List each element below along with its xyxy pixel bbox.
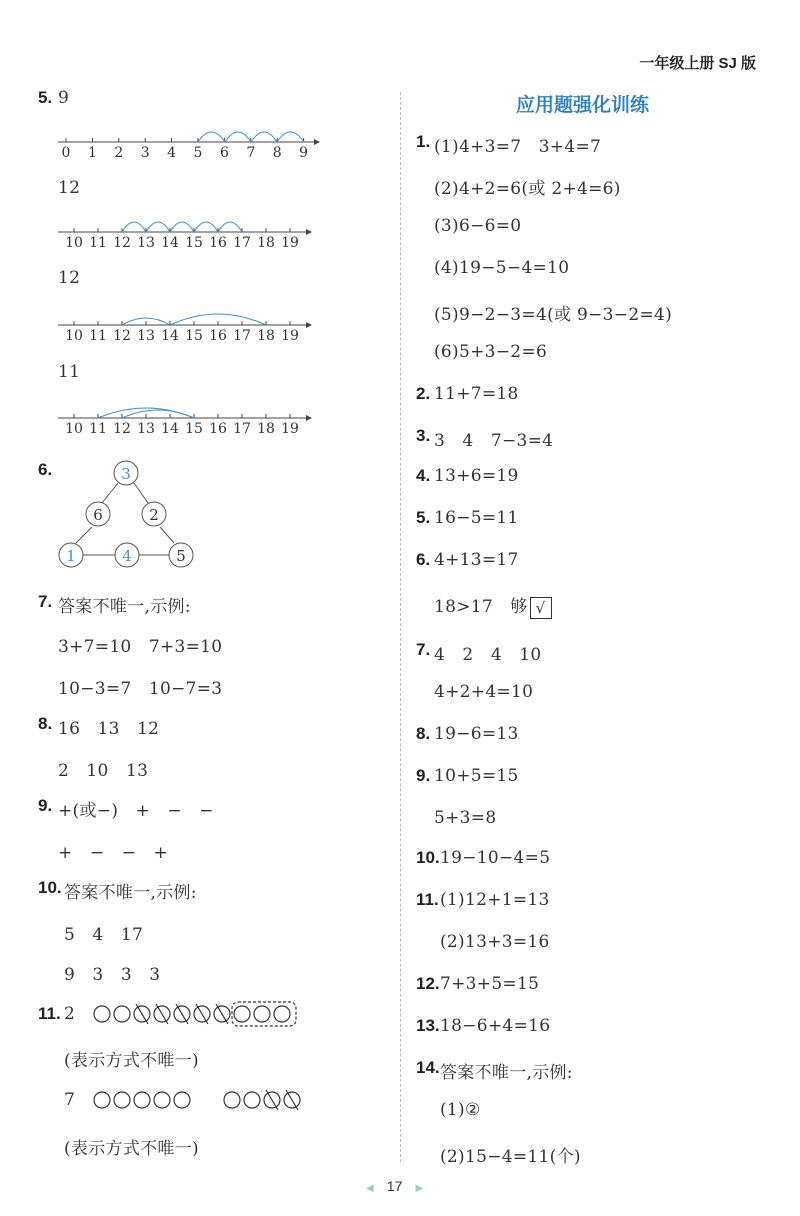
r14-text: 答案不唯一,示例: — [440, 1063, 573, 1083]
q10-line-1: 5 4 17 — [64, 925, 144, 945]
number-line-10-19-b — [52, 305, 322, 345]
r11-line-2: (2)13+3=16 — [440, 932, 550, 952]
r1-line-5: (5)9−2−3=4(或 9−3−2=4) — [434, 305, 673, 325]
r10-text: 19−10−4=5 — [440, 848, 551, 868]
tick-label: 18 — [257, 235, 275, 251]
tick-label: 1 — [87, 145, 97, 161]
r1-line-3: (3)6−6=0 — [434, 216, 522, 236]
r1-line-2: (2)4+2=6(或 2+4=6) — [434, 179, 621, 199]
q8-number: 8. — [38, 714, 53, 733]
r1-number: 1. — [416, 132, 431, 151]
tick-label: 12 — [113, 328, 131, 344]
q11-number: 11. — [38, 1004, 61, 1023]
tick-label: 17 — [233, 235, 251, 251]
q7-number: 7. — [38, 592, 53, 611]
q6-triangle-diagram — [50, 455, 210, 575]
r3-number: 3. — [416, 426, 431, 445]
q5-answer-3: 12 — [58, 268, 81, 288]
tick-label: 12 — [113, 421, 131, 437]
tick-label: 14 — [161, 328, 179, 344]
q10-line-2: 9 3 3 3 — [64, 965, 161, 985]
section-title: 应用题强化训练 — [516, 95, 650, 116]
r4-text: 13+6=19 — [434, 466, 519, 486]
tick-label: 13 — [137, 421, 155, 437]
tick-label: 5 — [193, 145, 203, 161]
q10-number: 10. — [38, 878, 62, 897]
r12-text: 7+3+5=15 — [440, 974, 540, 994]
q5-answer-2: 12 — [58, 178, 81, 198]
q11-answer-2: 7 — [64, 1090, 76, 1110]
q11-note-1: (表示方式不唯一) — [64, 1051, 199, 1071]
tick-label: 3 — [140, 145, 150, 161]
tick-label: 16 — [209, 328, 227, 344]
tick-label: 13 — [137, 328, 155, 344]
r4-number: 4. — [416, 466, 431, 485]
q11-circles-row-2 — [90, 1084, 315, 1116]
number-line-10-19-a — [52, 212, 322, 252]
r5-number: 5. — [416, 508, 431, 527]
tick-label: 6 — [219, 145, 229, 161]
q6-value-left-mid: 6 — [93, 506, 103, 524]
r2-text: 11+7=18 — [434, 384, 519, 404]
q6-value-right-mid: 2 — [149, 506, 159, 524]
q9-line-1: +(或−) + − − — [58, 801, 214, 821]
tick-label: 18 — [257, 421, 275, 437]
r12-number: 12. — [416, 974, 440, 993]
q7-title: 答案不唯一,示例: — [58, 597, 191, 617]
q6-value-top: 3 — [121, 465, 131, 483]
next-arrow-icon: ▶ — [415, 1183, 424, 1194]
q6-number: 6. — [38, 460, 53, 479]
q5-number: 5. — [38, 88, 53, 107]
r10-number: 10. — [416, 848, 440, 867]
r6-number: 6. — [416, 550, 431, 569]
q8-line-1: 16 13 12 — [58, 719, 160, 739]
tick-label: 0 — [61, 145, 71, 161]
r1-line-1: (1)4+3=7 3+4=7 — [434, 137, 602, 157]
tick-label: 19 — [281, 235, 299, 251]
number-line-0-9 — [52, 122, 322, 162]
r11-number: 11. — [416, 890, 439, 909]
tick-label: 2 — [114, 145, 124, 161]
q6-value-bottom-left: 1 — [66, 547, 76, 565]
r7-number: 7. — [416, 640, 431, 659]
tick-label: 10 — [65, 421, 83, 437]
r6-check-box: √ — [530, 597, 552, 619]
r9-line-2: 5+3=8 — [434, 808, 497, 828]
prev-arrow-icon: ◀ — [366, 1183, 374, 1194]
r14-line-2: (1)② — [440, 1100, 481, 1120]
r13-number: 13. — [416, 1016, 440, 1035]
tick-label: 11 — [89, 328, 107, 344]
q11-answer-1: 2 — [64, 1004, 76, 1024]
tick-label: 14 — [161, 235, 179, 251]
tick-label: 10 — [65, 328, 83, 344]
tick-label: 7 — [246, 145, 256, 161]
q11-circles-row-1 — [90, 998, 305, 1030]
tick-label: 11 — [89, 421, 107, 437]
r7-line-2: 4+2+4=10 — [434, 682, 534, 702]
page-header-title: 一年级上册 SJ 版 — [639, 55, 756, 72]
r11-text: (1)12+1=13 — [440, 890, 550, 910]
tick-label: 15 — [185, 235, 203, 251]
q9-line-2: + − − + — [58, 843, 169, 863]
q6-value-bottom-mid: 4 — [122, 547, 132, 565]
tick-label: 16 — [209, 421, 227, 437]
q8-line-2: 2 10 13 — [58, 761, 149, 781]
tick-label: 17 — [233, 328, 251, 344]
r2-number: 2. — [416, 384, 431, 403]
column-divider — [400, 92, 401, 1162]
tick-label: 19 — [281, 421, 299, 437]
q6-value-bottom-right: 5 — [176, 547, 186, 565]
r3-text: 3 4 7−3=4 — [434, 431, 554, 451]
tick-label: 10 — [65, 235, 83, 251]
tick-label: 16 — [209, 235, 227, 251]
q10-title: 答案不唯一,示例: — [64, 883, 197, 903]
r9-number: 9. — [416, 766, 431, 785]
q5-answer-1: 9 — [58, 88, 70, 108]
q5-answer-4: 11 — [58, 362, 81, 382]
q9-number: 9. — [38, 796, 53, 815]
tick-label: 14 — [161, 421, 179, 437]
page-footer — [366, 1176, 423, 1195]
tick-label: 12 — [113, 235, 131, 251]
page-number: 17 — [386, 1178, 403, 1194]
tick-label: 15 — [185, 421, 203, 437]
r7-text: 4 2 4 10 — [434, 645, 542, 665]
r8-text: 19−6=13 — [434, 724, 519, 744]
r14-number: 14. — [416, 1058, 440, 1077]
r6-line-2-text: 18>17 够 — [434, 597, 528, 617]
r6-text: 4+13=17 — [434, 550, 519, 570]
tick-label: 8 — [272, 145, 282, 161]
tick-label: 18 — [257, 328, 275, 344]
r8-number: 8. — [416, 724, 431, 743]
tick-label: 11 — [89, 235, 107, 251]
tick-label: 9 — [299, 145, 309, 161]
tick-label: 13 — [137, 235, 155, 251]
tick-label: 15 — [185, 328, 203, 344]
r14-line-3: (2)15−4=11(个) — [440, 1147, 581, 1167]
r13-text: 18−6+4=16 — [440, 1016, 551, 1036]
tick-label: 17 — [233, 421, 251, 437]
r1-line-6: (6)5+3−2=6 — [434, 342, 548, 362]
r1-line-4: (4)19−5−4=10 — [434, 258, 570, 278]
r5-text: 16−5=11 — [434, 508, 519, 528]
q7-line-1: 3+7=10 7+3=10 — [58, 637, 223, 657]
number-line-10-19-c — [52, 398, 322, 438]
r6-line-2 — [434, 592, 552, 619]
q7-line-2: 10−3=7 10−7=3 — [58, 679, 223, 699]
tick-label: 19 — [281, 328, 299, 344]
tick-label: 4 — [167, 145, 177, 161]
r9-text: 10+5=15 — [434, 766, 519, 786]
q11-note-2: (表示方式不唯一) — [64, 1139, 199, 1159]
